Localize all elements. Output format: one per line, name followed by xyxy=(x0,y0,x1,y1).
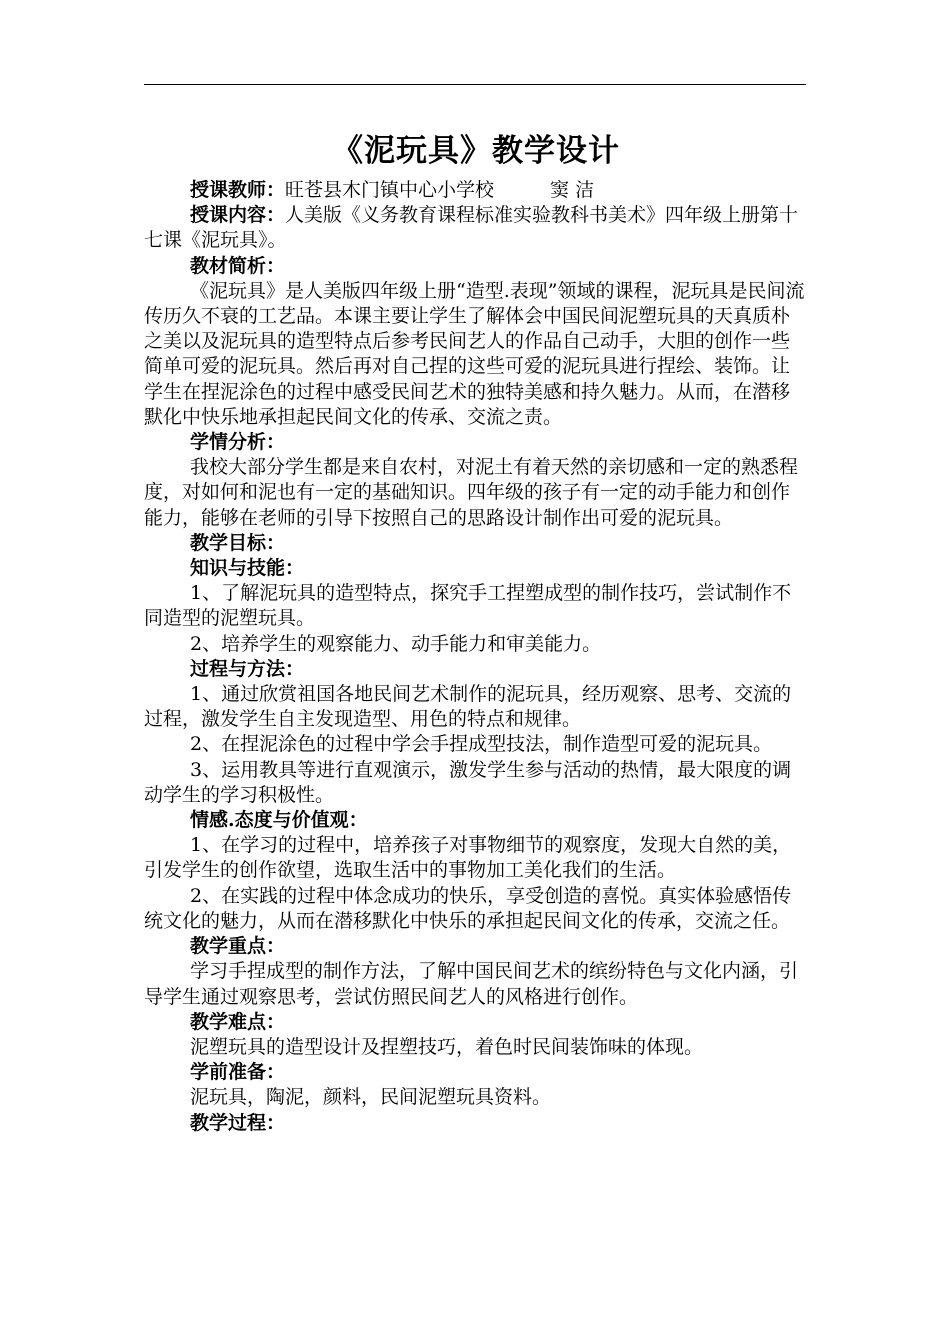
section-heading-preparation: 学前准备： xyxy=(190,1061,286,1084)
students-text: 我校大部分学生都是来自农村，对泥土有着天然的亲切感和一定的熟悉程度，对如何和泥也有一定的基础知识。四年级的孩子有一定的动手能力和创作能力，能够在老师的引导下按照自己的思路设计制作出可爱的泥玩具。 xyxy=(144,456,799,529)
process-item: 3、运用教具等进行直观演示，激发学生参与活动的热情，最大限度的调动学生的学习积极性。 xyxy=(144,758,792,806)
teacher-name: 窦 洁 xyxy=(550,179,595,201)
section-heading-material: 教材简析： xyxy=(190,254,286,277)
subheading-knowledge: 知识与技能： xyxy=(190,557,305,580)
knowledge-item: 2、培养学生的观察能力、动手能力和审美能力。 xyxy=(190,632,602,655)
section-heading-goals: 教学目标： xyxy=(190,531,286,554)
content-label: 授课内容： xyxy=(190,204,286,227)
subheading-process: 过程与方法： xyxy=(190,657,305,680)
document-body xyxy=(144,128,808,1136)
content-line xyxy=(144,203,808,253)
knowledge-item: 1、了解泥玩具的造型特点，探究手工捏塑成型的制作技巧，尝试制作不同造型的泥塑玩具。 xyxy=(144,582,792,630)
process-item: 2、在捏泥涂色的过程中学会手捏成型技法，制作造型可爱的泥玩具。 xyxy=(190,733,773,756)
section-heading-teaching-process: 教学过程： xyxy=(190,1111,286,1134)
key-points-text: 学习手捏成型的制作方法，了解中国民间艺术的缤纷特色与文化内涵，引导学生通过观察思考，尝试仿照民间艺人的风格进行创作。 xyxy=(144,960,799,1008)
teacher-school: 旺苍县木门镇中心小学校 xyxy=(285,179,495,201)
page-title: 《泥玩具》教学设计 xyxy=(332,133,620,169)
preparation-text: 泥玩具，陶泥，颜料，民间泥塑玩具资料。 xyxy=(190,1086,552,1109)
section-heading-key-points: 教学重点： xyxy=(190,935,286,958)
content-text: 人美版《义务教育课程标准实验教科书美术》四年级上册第十七课《泥玩具》。 xyxy=(144,204,799,252)
section-heading-difficulties: 教学难点： xyxy=(190,1010,286,1033)
process-item: 1、通过欣赏祖国各地民间艺术制作的泥玩具，经历观察、思考、交流的过程，激发学生自主发现造型、用色的特点和规律。 xyxy=(144,683,792,731)
header-rule xyxy=(144,84,806,85)
difficulties-text: 泥塑玩具的造型设计及捏塑技巧，着色时民间装饰味的体现。 xyxy=(190,1035,704,1058)
subheading-emotion: 情感.态度与价值观： xyxy=(190,809,368,832)
teacher-label: 授课教师： xyxy=(190,179,286,201)
teacher-line xyxy=(144,178,808,203)
material-text: 《泥玩具》是人美版四年级上册“造型.表现”领域的课程，泥玩具是民间流传历久不衰的工艺品。本课主要让学生了解体会中国民间泥塑玩具的天真质朴之美以及泥玩具的造型特点后参考民间艺人的作品自己动手，大胆的创作一些简单可爱的泥玩具。然后再对自己捏的这些可爱的泥玩具进行捏绘、装饰。让学生在捏泥涂色的过程中感受民间艺术的独特美感和持久魅力。从而，在潜移默化中快乐地承担起民间文化的传承、交流之责。 xyxy=(144,279,805,428)
emotion-item: 2、在实践的过程中体念成功的快乐，享受创造的喜悦。真实体验感悟传统文化的魅力，从而在潜移默化中快乐的承担起民间文化的传承，交流之任。 xyxy=(144,884,792,932)
emotion-item: 1、在学习的过程中，培养孩子对事物细节的观察度，发现大自然的美，引发学生的创作欲望，选取生活中的事物加工美化我们的生活。 xyxy=(144,834,792,882)
section-heading-students: 学情分析： xyxy=(190,431,286,454)
